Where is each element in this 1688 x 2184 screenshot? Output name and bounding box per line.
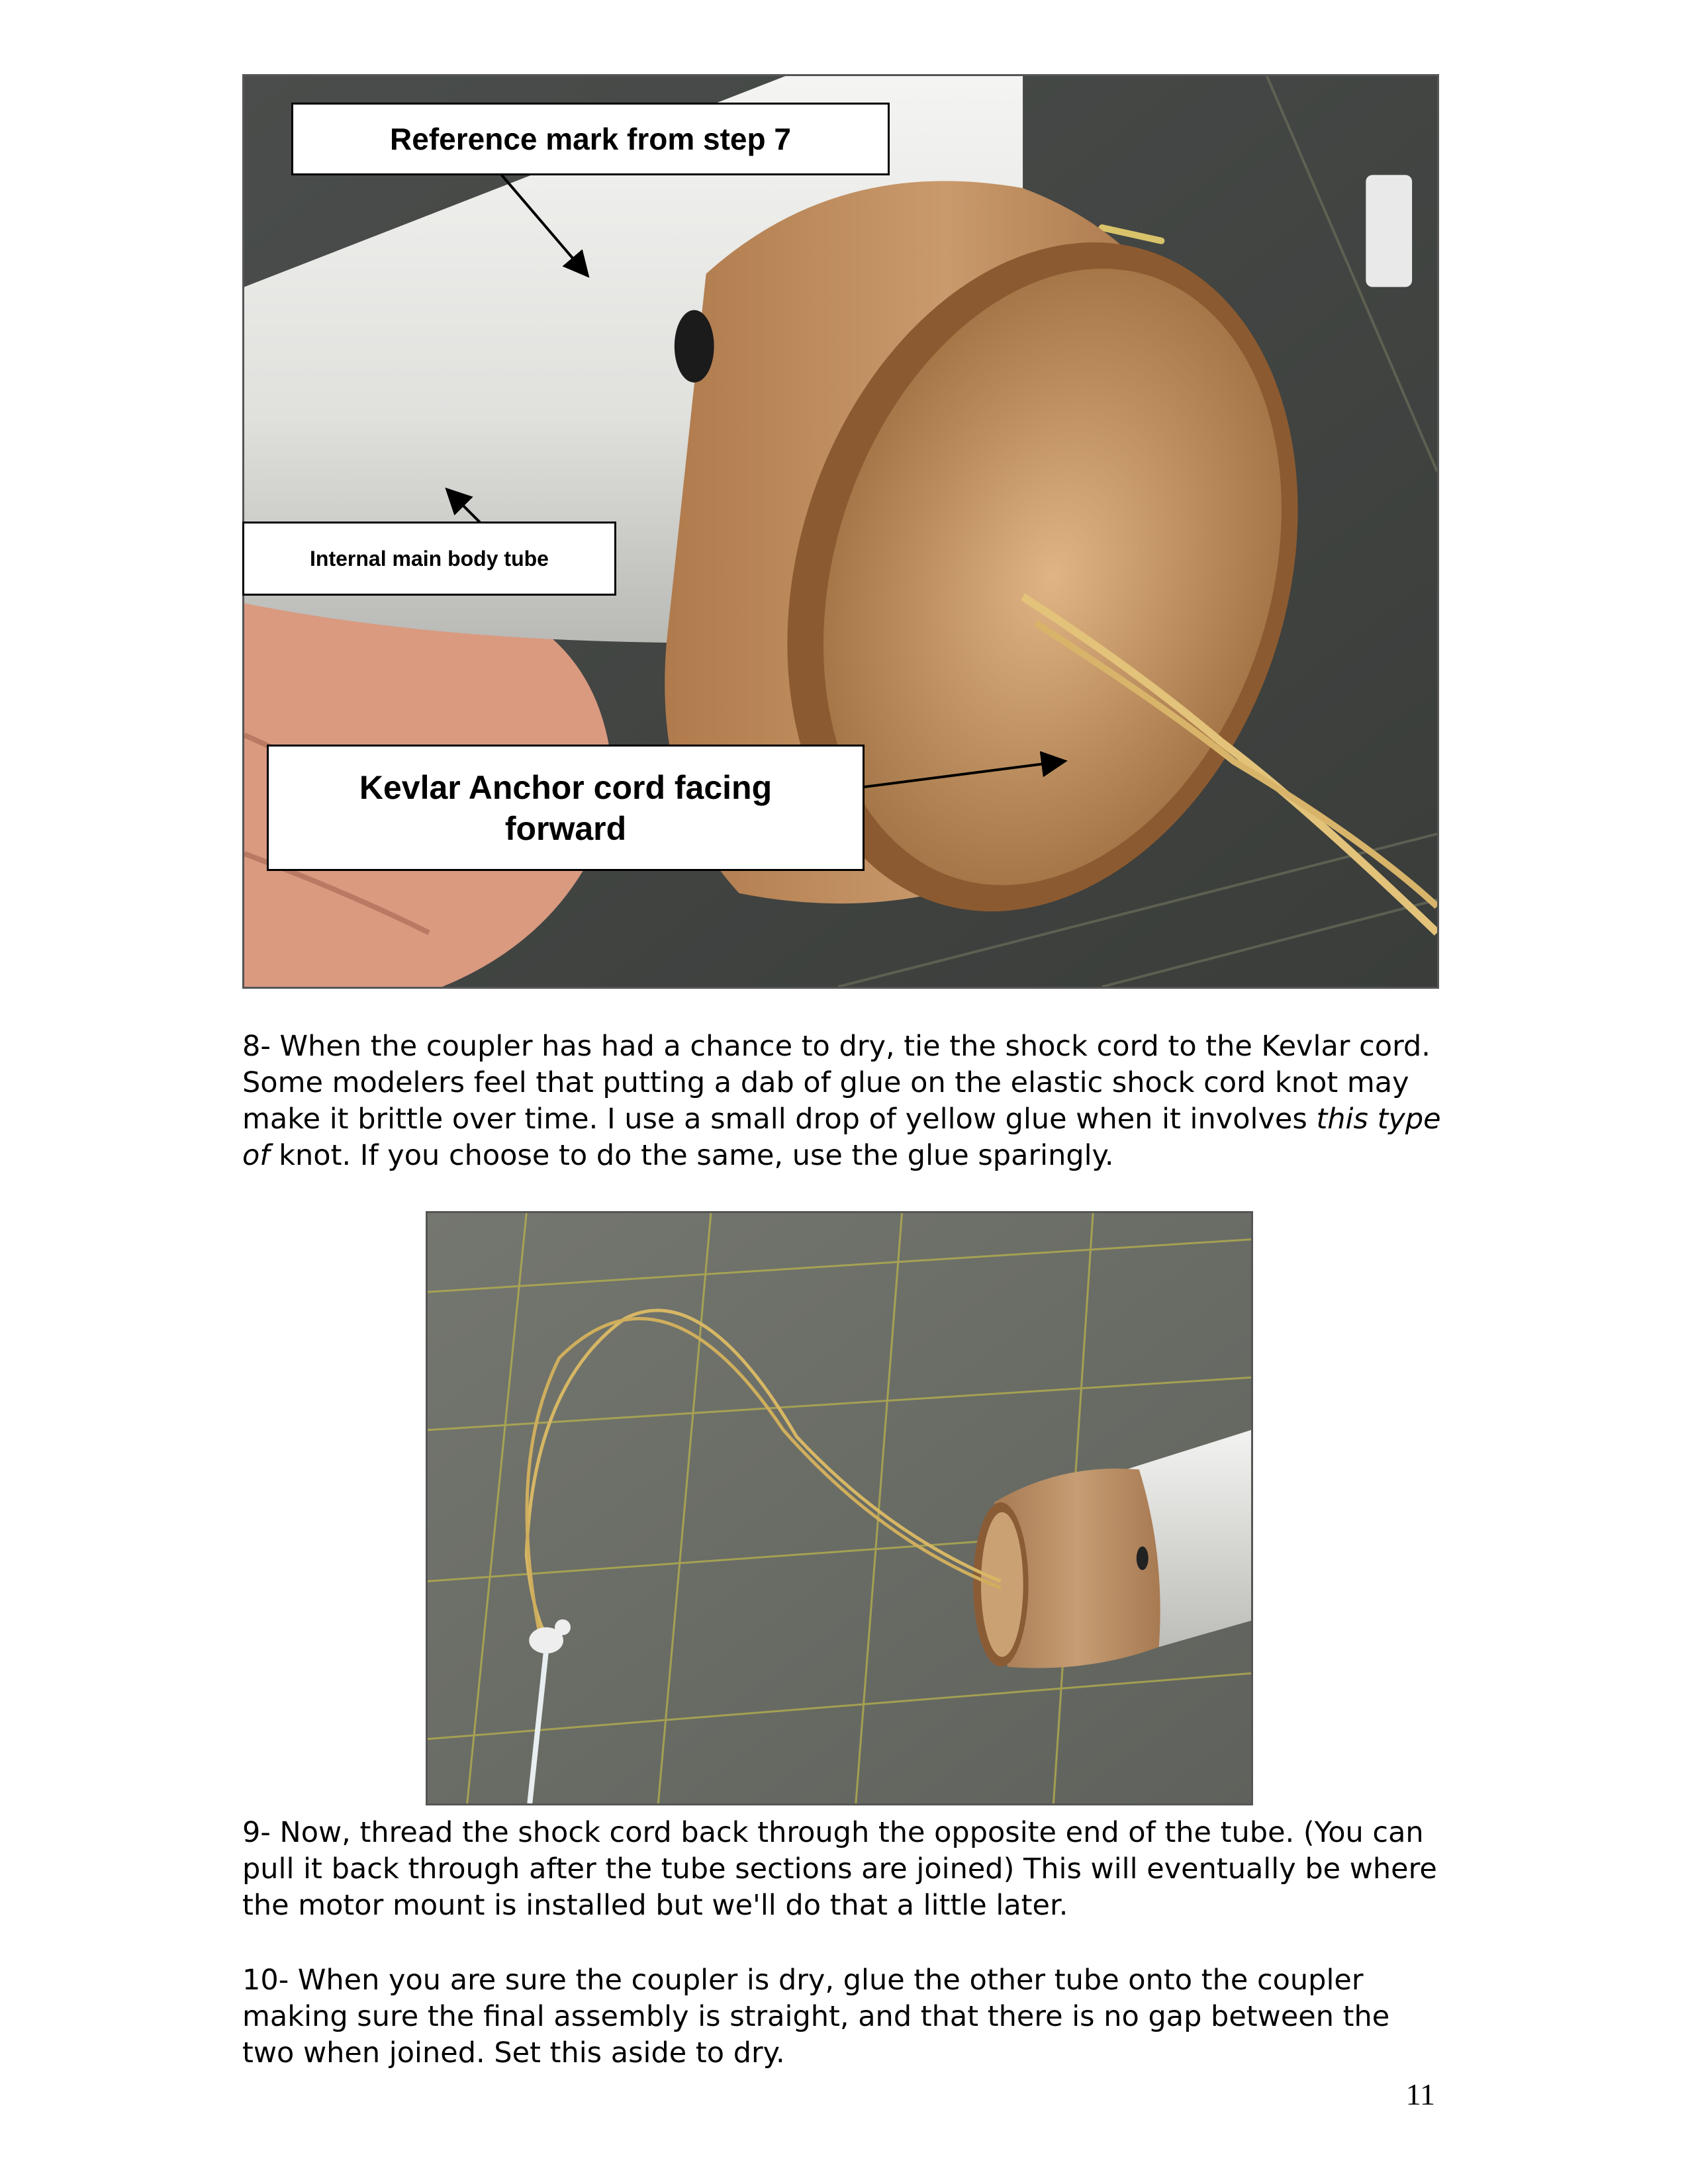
step-8-paragraph xyxy=(242,1028,1447,1174)
step-9-paragraph: 9- Now, thread the shock cord back through the opposite end of the tube. (You can pull it back through after the tube sections are joined) This will eventually be where the motor mount is installed but we'll do that a little later. xyxy=(242,1816,1437,1922)
step-8-italic-text: this type of xyxy=(242,1103,1441,1172)
step-8-text-start: 8- When the coupler has had a chance to dry, tie the shock cord to the Kevlar cord. Some modelers feel that putting a dab of glue on the elastic shock cord knot may make it brittle over time. I use a small drop of yellow glue when it involves xyxy=(242,1030,1430,1136)
step-8-text-end: knot. If you choose to do the same, use the glue sparingly. xyxy=(269,1139,1114,1172)
shock-cord-knot-illustration xyxy=(428,1213,1251,1803)
step-10-paragraph: 10- When you are sure the coupler is dry, glue the other tube onto the coupler making sure the final assembly is straight, and that there is no gap between the two when joined. Set this aside to dry. xyxy=(242,1964,1390,2070)
reference-mark-callout xyxy=(291,103,890,175)
kevlar-anchor-label-line1: Kevlar Anchor cord facing xyxy=(359,768,773,806)
page-number: 11 xyxy=(1405,2077,1435,2111)
shock-cord-knot-photo xyxy=(426,1211,1253,1805)
kevlar-anchor-callout xyxy=(267,745,865,871)
kevlar-anchor-label-line2: forward xyxy=(504,809,627,847)
internal-tube-label: Internal main body tube xyxy=(310,546,549,570)
reference-mark-label: Reference mark from step 7 xyxy=(390,122,791,156)
internal-tube-callout xyxy=(242,522,616,596)
